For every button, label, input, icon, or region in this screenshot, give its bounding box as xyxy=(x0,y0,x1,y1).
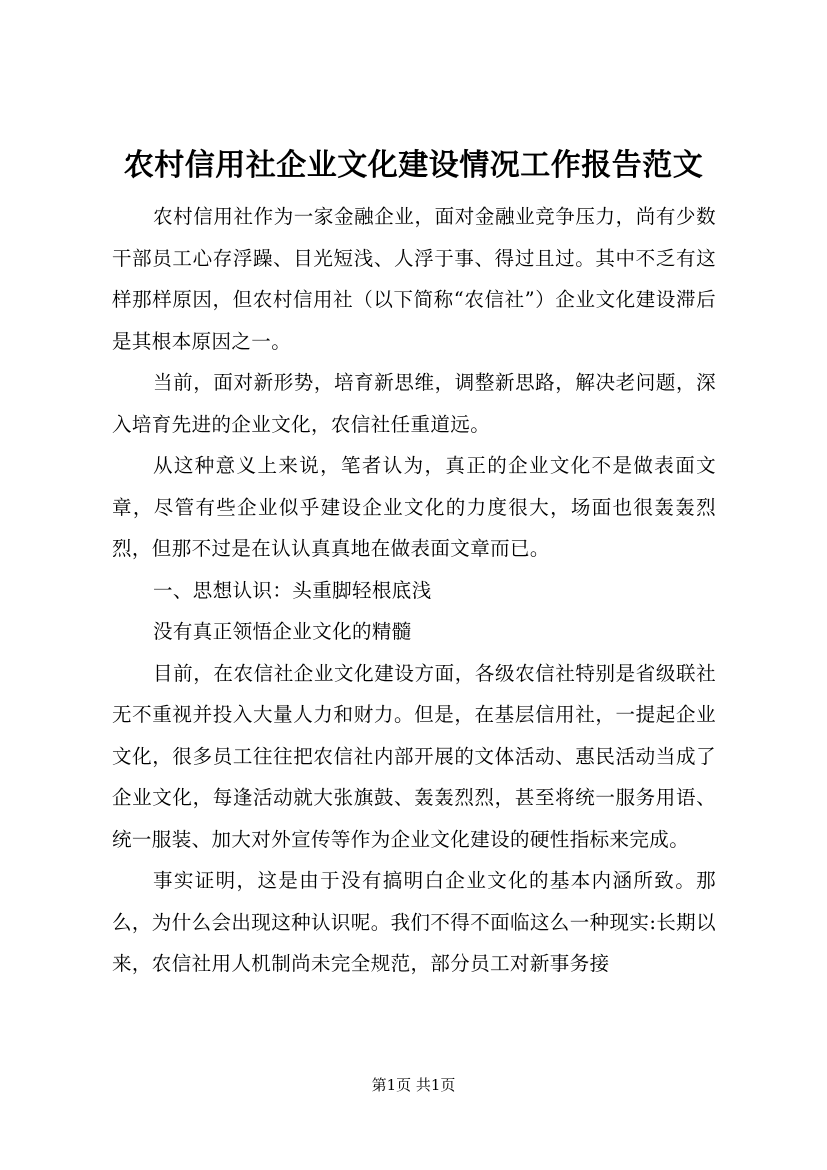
paragraph-3: 从这种意义上来说，笔者认为，真正的企业文化不是做表面文章，尽管有些企业似乎建设企业文化的力度很大，场面也很轰轰烈烈，但那不过是在认认真真地在做表面文章而已。 xyxy=(112,454,716,560)
section-heading-1: 一、思想认识：头重脚轻根底浅 xyxy=(153,578,432,602)
paragraph-5: 事实证明，这是由于没有搞明白企业文化的基本内涵所致。那么，为什么会出现这种认识呢。我们不得不面临这么一种现实:长期以来，农信社用人机制尚未完全规范，部分员工对新事务接 xyxy=(112,869,716,975)
paragraph-2: 当前，面对新形势，培育新思维，调整新思路，解决老问题，深入培育先进的企业文化，农信社任重道远。 xyxy=(112,371,716,436)
paragraph-4: 目前，在农信社企业文化建设方面，各级农信社特别是省级联社无不重视并投入大量人力和财力。但是，在基层信用社，一提起企业文化，很多员工往往把农信社内部开展的文体活动、惠民活动当成了企业文化，每逢活动就大张旗鼓、轰轰烈烈，甚至将统一服务用语、统一服装、加大对外宣传等作为企业文化建设的硬性指标来完成。 xyxy=(112,661,716,851)
subsection-heading-1: 没有真正领悟企业文化的精髓 xyxy=(153,620,412,643)
paragraph-1: 农村信用社作为一家金融企业，面对金融业竞争压力，尚有少数干部员工心存浮躁、目光短浅、人浮于事、得过且过。其中不乏有这样那样原因，但农村信用社（以下简称“农信社”）企业文化建设滞后是其根本原因之一。 xyxy=(112,205,716,353)
document-title: 农村信用社企业文化建设情况工作报告范文 xyxy=(123,148,704,183)
page-footer: 第1页 共1页 xyxy=(371,1076,456,1094)
document-body xyxy=(112,196,716,985)
